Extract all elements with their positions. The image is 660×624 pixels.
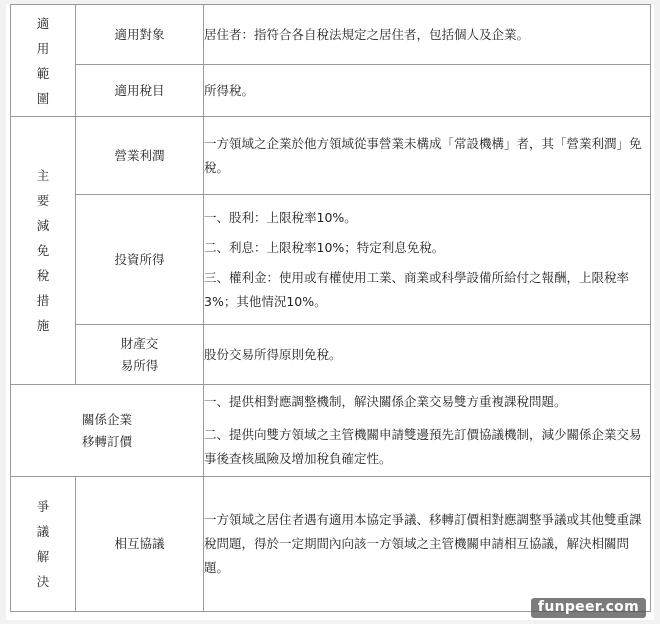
subcategory-investment-income: 投資所得 — [76, 195, 204, 325]
watermark: funpeer.com — [531, 598, 646, 618]
table-row — [11, 5, 651, 65]
content-applicable-taxes: 所得稅。 — [204, 65, 651, 117]
table-row — [11, 325, 651, 385]
category-scope: 適 用 範 圍 — [11, 5, 76, 117]
list-item: 一、提供相對應調整機制，解決關係企業交易雙方重複課稅問題。 — [204, 394, 567, 409]
table-row — [11, 385, 651, 477]
subcategory-mutual-agreement: 相互協議 — [76, 477, 204, 612]
table-row — [11, 117, 651, 195]
category-dispute-resolution: 爭 議 解 決 — [11, 477, 76, 612]
category-main-reliefs: 主 要 減 免 稅 措 施 — [11, 117, 76, 385]
subcategory-business-profits: 營業利潤 — [76, 117, 204, 195]
tax-treaty-table — [10, 4, 651, 612]
list-item: 一、股利：上限稅率10%。 — [204, 209, 357, 225]
list-item: 二、利息：上限稅率10%；特定利息免稅。 — [204, 239, 445, 255]
content-investment-income — [204, 195, 651, 325]
category-transfer-pricing: 關係企業 移轉訂價 — [11, 385, 204, 477]
list-item: 二、提供向雙方領域之主管機關申請雙邊預先訂價協議機制，減少關係企業交易事後查核風險及增加稅負確定性。 — [204, 427, 642, 466]
subcategory-property-gains: 財產交 易所得 — [76, 325, 204, 385]
table-row — [11, 477, 651, 612]
content-mutual-agreement: 一方領域之居住者遇有適用本協定爭議、移轉訂價相對應調整爭議或其他雙重課稅問題，得於一定期間內向該一方領域之主管機關申請相互協議，解決相關問題。 — [204, 477, 651, 612]
list-item: 三、權利金：使用或有權使用工業、商業或科學設備所給付之報酬，上限稅率3%；其他情況10%。 — [204, 269, 630, 309]
content-property-gains: 股份交易所得原則免稅。 — [204, 325, 651, 385]
content-applicable-persons: 居住者：指符合各自稅法規定之居住者，包括個人及企業。 — [204, 5, 651, 65]
table-row — [11, 195, 651, 325]
table-row — [11, 65, 651, 117]
content-transfer-pricing — [204, 385, 651, 477]
subcategory-applicable-persons: 適用對象 — [76, 5, 204, 65]
document-sheet — [6, 4, 654, 620]
content-business-profits: 一方領域之企業於他方領域從事營業未構成「常設機構」者，其「營業利潤」免稅。 — [204, 117, 651, 195]
subcategory-applicable-taxes: 適用稅目 — [76, 65, 204, 117]
